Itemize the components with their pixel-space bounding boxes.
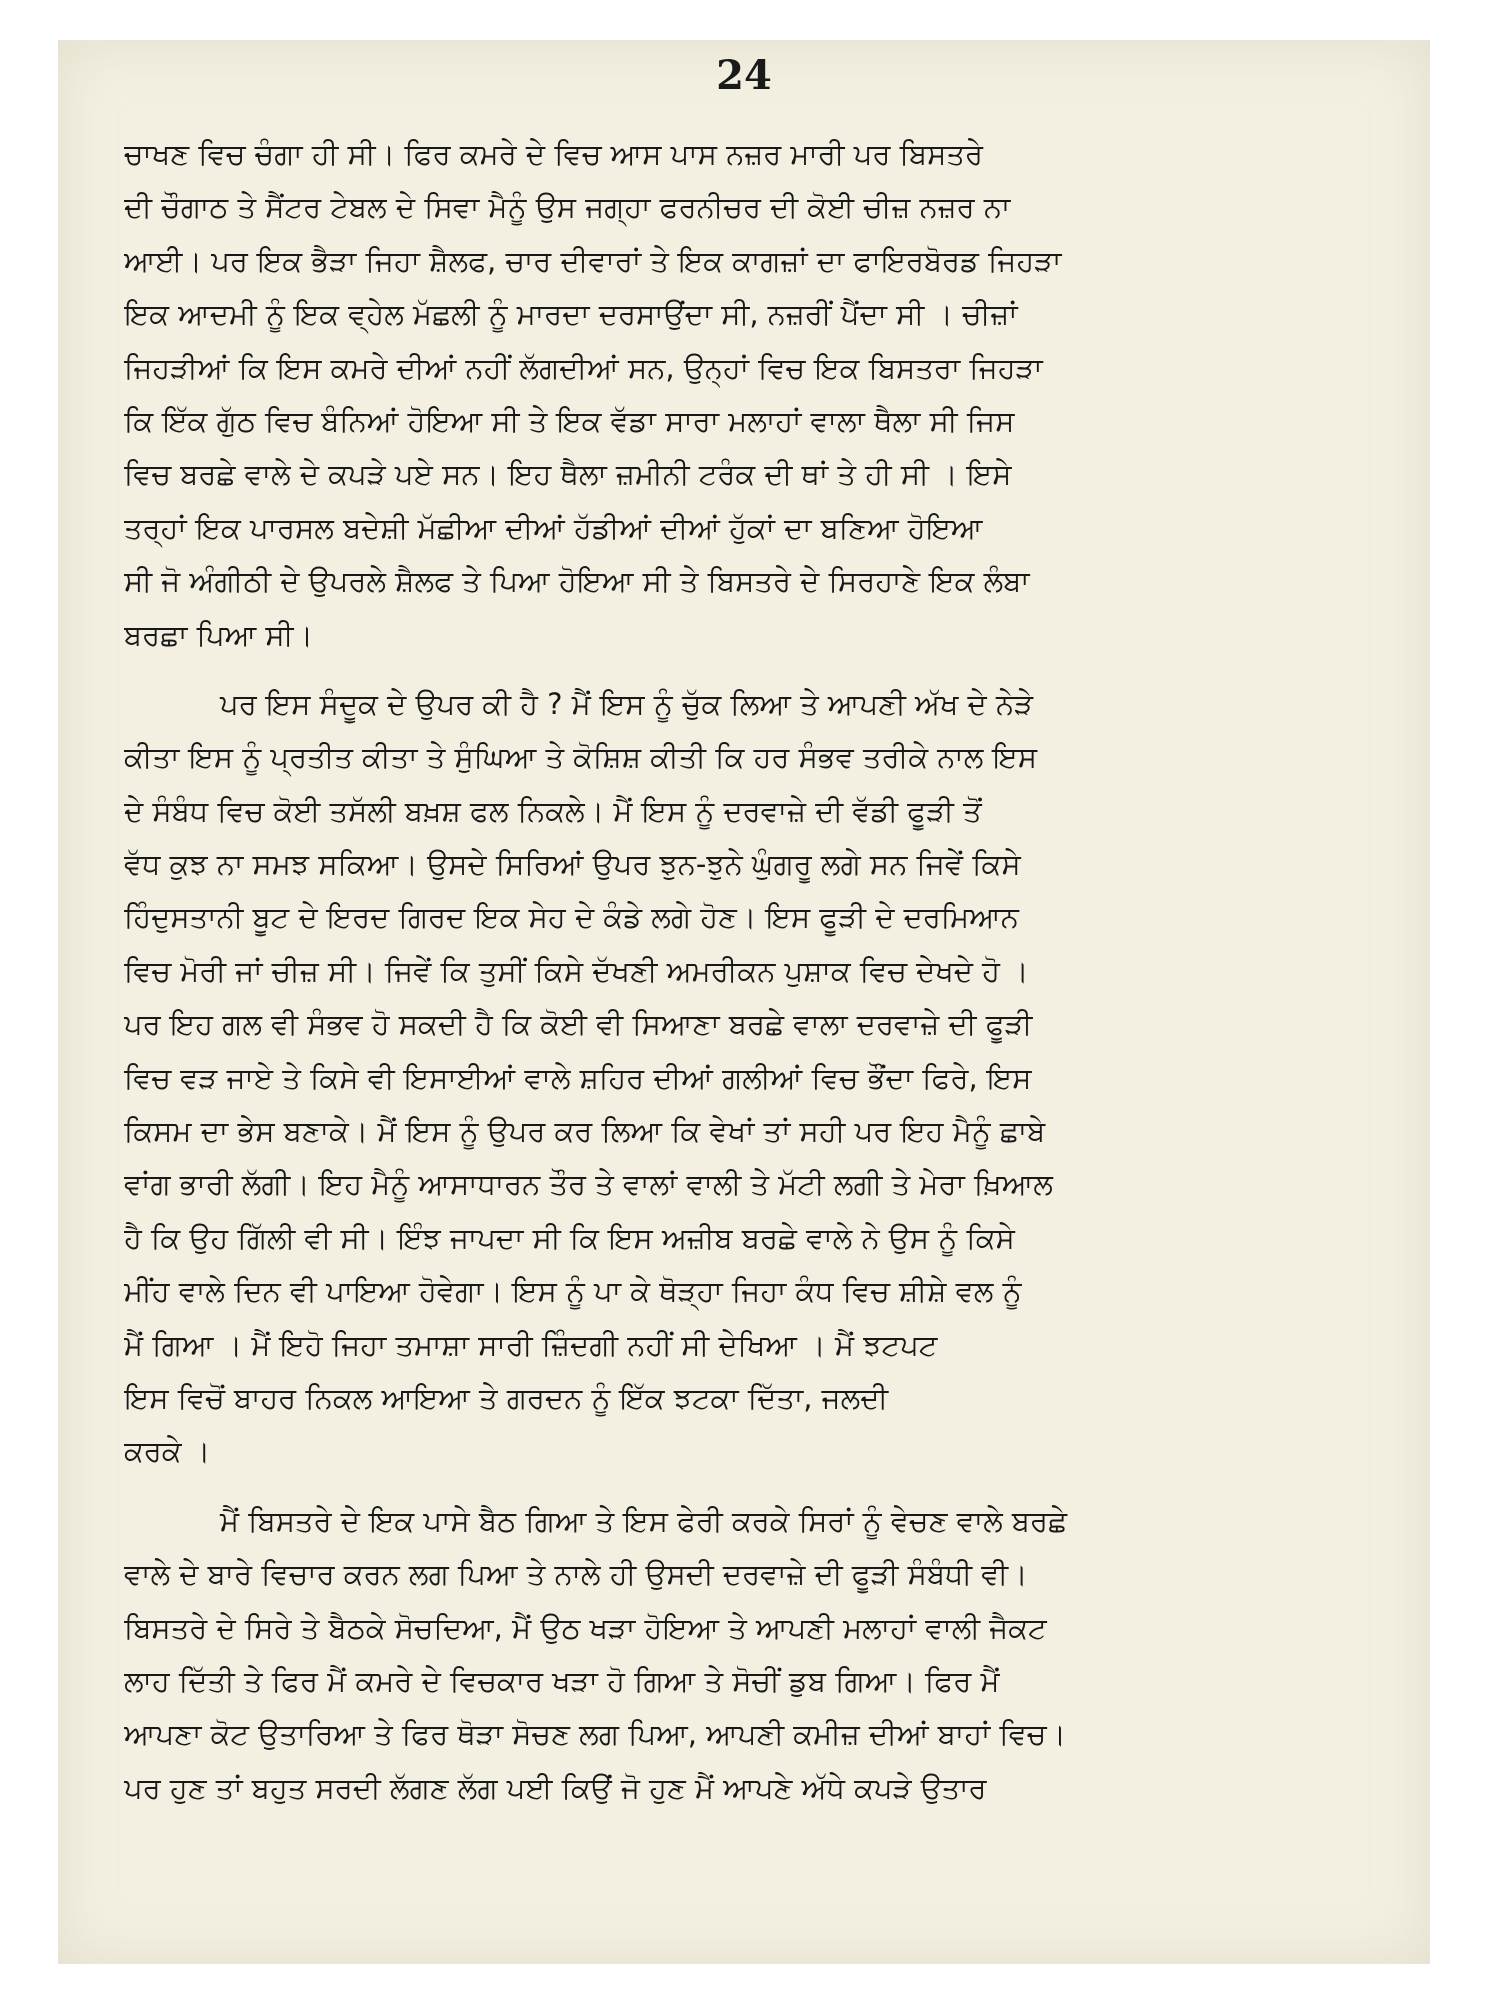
text-line: ਆਪਣਾ ਕੋਟ ਉਤਾਰਿਆ ਤੇ ਫਿਰ ਥੋੜਾ ਸੋਚਣ ਲਗ ਪਿਆ, ਆਪਣੀ ਕਮੀਜ਼ ਦੀਆਂ ਬਾਹਾਂ ਵਿਚ। xyxy=(124,1717,1067,1752)
text-line: ਬਿਸਤਰੇ ਦੇ ਸਿਰੇ ਤੇ ਬੈਠਕੇ ਸੋਚਦਿਆ, ਮੈਂ ਉਠ ਖੜਾ ਹੋਇਆ ਤੇ ਆਪਣੀ ਮਲਾਹਾਂ ਵਾਲੀ ਜੈਕਟ xyxy=(124,1610,1047,1645)
text-line: ਤਰ੍ਹਾਂ ਇਕ ਪਾਰਸਲ ਬਦੇਸ਼ੀ ਮੱਛੀਆ ਦੀਆਂ ਹੱਡੀਆਂ ਦੀਆਂ ਹੁੱਕਾਂ ਦਾ ਬਣਿਆ ਹੋਇਆ xyxy=(124,510,983,545)
text-line: ਦੀ ਚੌਗਾਠ ਤੇ ਸੈਂਟਰ ਟੇਬਲ ਦੇ ਸਿਵਾ ਮੈਨੂੰ ਉਸ ਜਗ੍ਹਾ ਫਰਨੀਚਰ ਦੀ ਕੋਈ ਚੀਜ਼ ਨਜ਼ਰ ਨਾ xyxy=(124,190,1011,225)
text-line: ਵਿਚ ਮੋਰੀ ਜਾਂ ਚੀਜ਼ ਸੀ। ਜਿਵੇਂ ਕਿ ਤੁਸੀਂ ਕਿਸੇ ਦੱਖਣੀ ਅਮਰੀਕਨ ਪੁਸ਼ਾਕ ਵਿਚ ਦੇਖਦੇ ਹੋ । xyxy=(124,953,1029,988)
text-line: ਇਕ ਆਦਮੀ ਨੂੰ ਇਕ ਵ੍ਹੇਲ ਮੱਛਲੀ ਨੂੰ ਮਾਰਦਾ ਦਰਸਾਉਂਦਾ ਸੀ, ਨਜ਼ਰੀਂ ਪੈਂਦਾ ਸੀ । ਚੀਜ਼ਾਂ xyxy=(124,297,1018,332)
text-line: ਵਿਚ ਬਰਛੇ ਵਾਲੇ ਦੇ ਕਪੜੇ ਪਏ ਸਨ। ਇਹ ਥੈਲਾ ਜ਼ਮੀਨੀ ਟਰੰਕ ਦੀ ਥਾਂ ਤੇ ਹੀ ਸੀ । ਇਸੇ xyxy=(124,457,1012,492)
text-line: ਕੀਤਾ ਇਸ ਨੂੰ ਪ੍ਰਤੀਤ ਕੀਤਾ ਤੇ ਸੁੰਘਿਆ ਤੇ ਕੋਸ਼ਿਸ਼ ਕੀਤੀ ਕਿ ਹਰ ਸੰਭਵ ਤਰੀਕੇ ਨਾਲ ਇਸ xyxy=(124,740,1038,775)
text-line: ਵਿਚ ਵੜ ਜਾਏ ਤੇ ਕਿਸੇ ਵੀ ਇਸਾਈਆਂ ਵਾਲੇ ਸ਼ਹਿਰ ਦੀਆਂ ਗਲੀਆਂ ਵਿਚ ਭੌਂਦਾ ਫਿਰੇ, ਇਸ xyxy=(124,1060,1032,1095)
text-line: ਪਰ ਇਸ ਸੰਦੂਕ ਦੇ ਉਪਰ ਕੀ ਹੈ ? ਮੈਂ ਇਸ ਨੂੰ ਚੁੱਕ ਲਿਆ ਤੇ ਆਪਣੀ ਅੱਖ ਦੇ ਨੇੜੇ xyxy=(220,686,1034,721)
text-line: ਲਾਹ ਦਿੱਤੀ ਤੇ ਫਿਰ ਮੈਂ ਕਮਰੇ ਦੇ ਵਿਚਕਾਰ ਖੜਾ ਹੋ ਗਿਆ ਤੇ ਸੋਚੀਂ ਡੁਬ ਗਿਆ। ਫਿਰ ਮੈਂ xyxy=(124,1663,1000,1698)
text-line: ਹੈ ਕਿ ਉਹ ਗਿੱਲੀ ਵੀ ਸੀ। ਇੰਝ ਜਾਪਦਾ ਸੀ ਕਿ ਇਸ ਅਜ਼ੀਬ ਬਰਛੇ ਵਾਲੇ ਨੇ ਉਸ ਨੂੰ ਕਿਸੇ xyxy=(124,1220,1015,1255)
text-line: ਵੱਧ ਕੁਝ ਨਾ ਸਮਝ ਸਕਿਆ। ਉਸਦੇ ਸਿਰਿਆਂ ਉਪਰ ਝੁਨ-ਝੁਨੇ ਘੁੰਗਰੂ ਲਗੇ ਸਨ ਜਿਵੇਂ ਕਿਸੇ xyxy=(124,847,1021,882)
text-line: ਹਿੰਦੁਸਤਾਨੀ ਬੂਟ ਦੇ ਇਰਦ ਗਿਰਦ ਇਕ ਸੇਹ ਦੇ ਕੰਡੇ ਲਗੇ ਹੋਣ। ਇਸ ਫੂੜੀ ਦੇ ਦਰਮਿਆਨ xyxy=(124,900,1019,935)
text-line: ਪਰ ਇਹ ਗਲ ਵੀ ਸੰਭਵ ਹੋ ਸਕਦੀ ਹੈ ਕਿ ਕੋਈ ਵੀ ਸਿਆਣਾ ਬਰਛੇ ਵਾਲਾ ਦਰਵਾਜ਼ੇ ਦੀ ਫੂੜੀ xyxy=(124,1007,1033,1042)
text-line: ਦੇ ਸੰਬੰਧ ਵਿਚ ਕੋਈ ਤਸੱਲੀ ਬਖ਼ਸ਼ ਫਲ ਨਿਕਲੇ। ਮੈਂ ਇਸ ਨੂੰ ਦਰਵਾਜ਼ੇ ਦੀ ਵੱਡੀ ਫੂੜੀ ਤੋਂ xyxy=(124,793,982,828)
text-line: ਚਾਖਣ ਵਿਚ ਚੰਗਾ ਹੀ ਸੀ। ਫਿਰ ਕਮਰੇ ਦੇ ਵਿਚ ਆਸ ਪਾਸ ਨਜ਼ਰ ਮਾਰੀ ਪਰ ਬਿਸਤਰੇ xyxy=(124,137,983,171)
text-line: ਇਸ ਵਿਚੋਂ ਬਾਹਰ ਨਿਕਲ ਆਇਆ ਤੇ ਗਰਦਨ ਨੂੰ ਇੱਕ ਝਟਕਾ ਦਿੱਤਾ, ਜਲਦੀ xyxy=(124,1380,889,1415)
text-line: ਪਰ ਹੁਣ ਤਾਂ ਬਹੁਤ ਸਰਦੀ ਲੱਗਣ ਲੱਗ ਪਈ ਕਿਉਂ ਜੋ ਹੁਣ ਮੈਂ ਆਪਣੇ ਅੱਧੇ ਕਪੜੇ ਉਤਾਰ xyxy=(124,1770,987,1805)
text-line: ਬਰਛਾ ਪਿਆ ਸੀ। xyxy=(124,617,314,652)
text-line: ਮੀਂਹ ਵਾਲੇ ਦਿਨ ਵੀ ਪਾਇਆ ਹੋਵੇਗਾ। ਇਸ ਨੂੰ ਪਾ ਕੇ ਥੋੜ੍ਹਾ ਜਿਹਾ ਕੰਧ ਵਿਚ ਸ਼ੀਸ਼ੇ ਵਲ ਨੂੰ xyxy=(124,1274,1022,1309)
text-line: ਕਿ ਇੱਕ ਗੁੱਠ ਵਿਚ ਬੰਨਿਆਂ ਹੋਇਆ ਸੀ ਤੇ ਇਕ ਵੱਡਾ ਸਾਰਾ ਮਲਾਹਾਂ ਵਾਲਾ ਥੈਲਾ ਸੀ ਜਿਸ xyxy=(124,403,1015,438)
book-page xyxy=(58,40,1430,1964)
text-line: ਕਰਕੇ । xyxy=(124,1434,211,1469)
text-line: ਵਾਂਗ ਭਾਰੀ ਲੱਗੀ। ਇਹ ਮੈਨੂੰ ਆਸਾਧਾਰਨ ਤੌਰ ਤੇ ਵਾਲਾਂ ਵਾਲੀ ਤੇ ਮੱਟੀ ਲਗੀ ਤੇ ਮੇਰਾ ਖ਼ਿਆਲ xyxy=(124,1167,1053,1202)
text-line: ਵਾਲੇ ਦੇ ਬਾਰੇ ਵਿਚਾਰ ਕਰਨ ਲਗ ਪਿਆ ਤੇ ਨਾਲੇ ਹੀ ਉਸਦੀ ਦਰਵਾਜ਼ੇ ਦੀ ਫੂੜੀ ਸੰਬੰਧੀ ਵੀ। xyxy=(124,1557,1028,1592)
body-text xyxy=(124,128,1382,1815)
paragraph-gap xyxy=(124,1479,1382,1495)
text-line: ਕਿਸਮ ਦਾ ਭੇਸ ਬਣਾਕੇ। ਮੈਂ ਇਸ ਨੂੰ ਉਪਰ ਕਰ ਲਿਆ ਕਿ ਵੇਖਾਂ ਤਾਂ ਸਹੀ ਪਰ ਇਹ ਮੈਨੂੰ ਛਾਬੇ xyxy=(124,1114,1046,1149)
page-number: 24 xyxy=(716,52,772,99)
text-line: ਮੈਂ ਗਿਆ । ਮੈਂ ਇਹੋ ਜਿਹਾ ਤਮਾਸ਼ਾ ਸਾਰੀ ਜ਼ਿੰਦਗੀ ਨਹੀਂ ਸੀ ਦੇਖਿਆ । ਮੈਂ ਝਟਪਟ xyxy=(124,1327,938,1362)
text-line: ਮੈਂ ਬਿਸਤਰੇ ਦੇ ਇਕ ਪਾਸੇ ਬੈਠ ਗਿਆ ਤੇ ਇਸ ਫੇਰੀ ਕਰਕੇ ਸਿਰਾਂ ਨੂੰ ਵੇਚਣ ਵਾਲੇ ਬਰਛੇ xyxy=(220,1503,1068,1538)
paragraph-gap xyxy=(124,662,1382,678)
text-line: ਸੀ ਜੋ ਅੰਗੀਠੀ ਦੇ ਉਪਰਲੇ ਸ਼ੈਲਫ ਤੇ ਪਿਆ ਹੋਇਆ ਸੀ ਤੇ ਬਿਸਤਰੇ ਦੇ ਸਿਰਹਾਣੇ ਇਕ ਲੰਬਾ xyxy=(124,564,1030,599)
text-line: ਜਿਹੜੀਆਂ ਕਿ ਇਸ ਕਮਰੇ ਦੀਆਂ ਨਹੀਂ ਲੱਗਦੀਆਂ ਸਨ, ਉਨ੍ਹਾਂ ਵਿਚ ਇਕ ਬਿਸਤਰਾ ਜਿਹੜਾ xyxy=(124,350,1043,385)
text-line: ਆਈ। ਪਰ ਇਕ ਭੈੜਾ ਜਿਹਾ ਸ਼ੈਲਫ, ਚਾਰ ਦੀਵਾਰਾਂ ਤੇ ਇਕ ਕਾਗਜ਼ਾਂ ਦਾ ਫਾਇਰਬੋਰਡ ਜਿਹੜਾ xyxy=(124,243,1062,278)
